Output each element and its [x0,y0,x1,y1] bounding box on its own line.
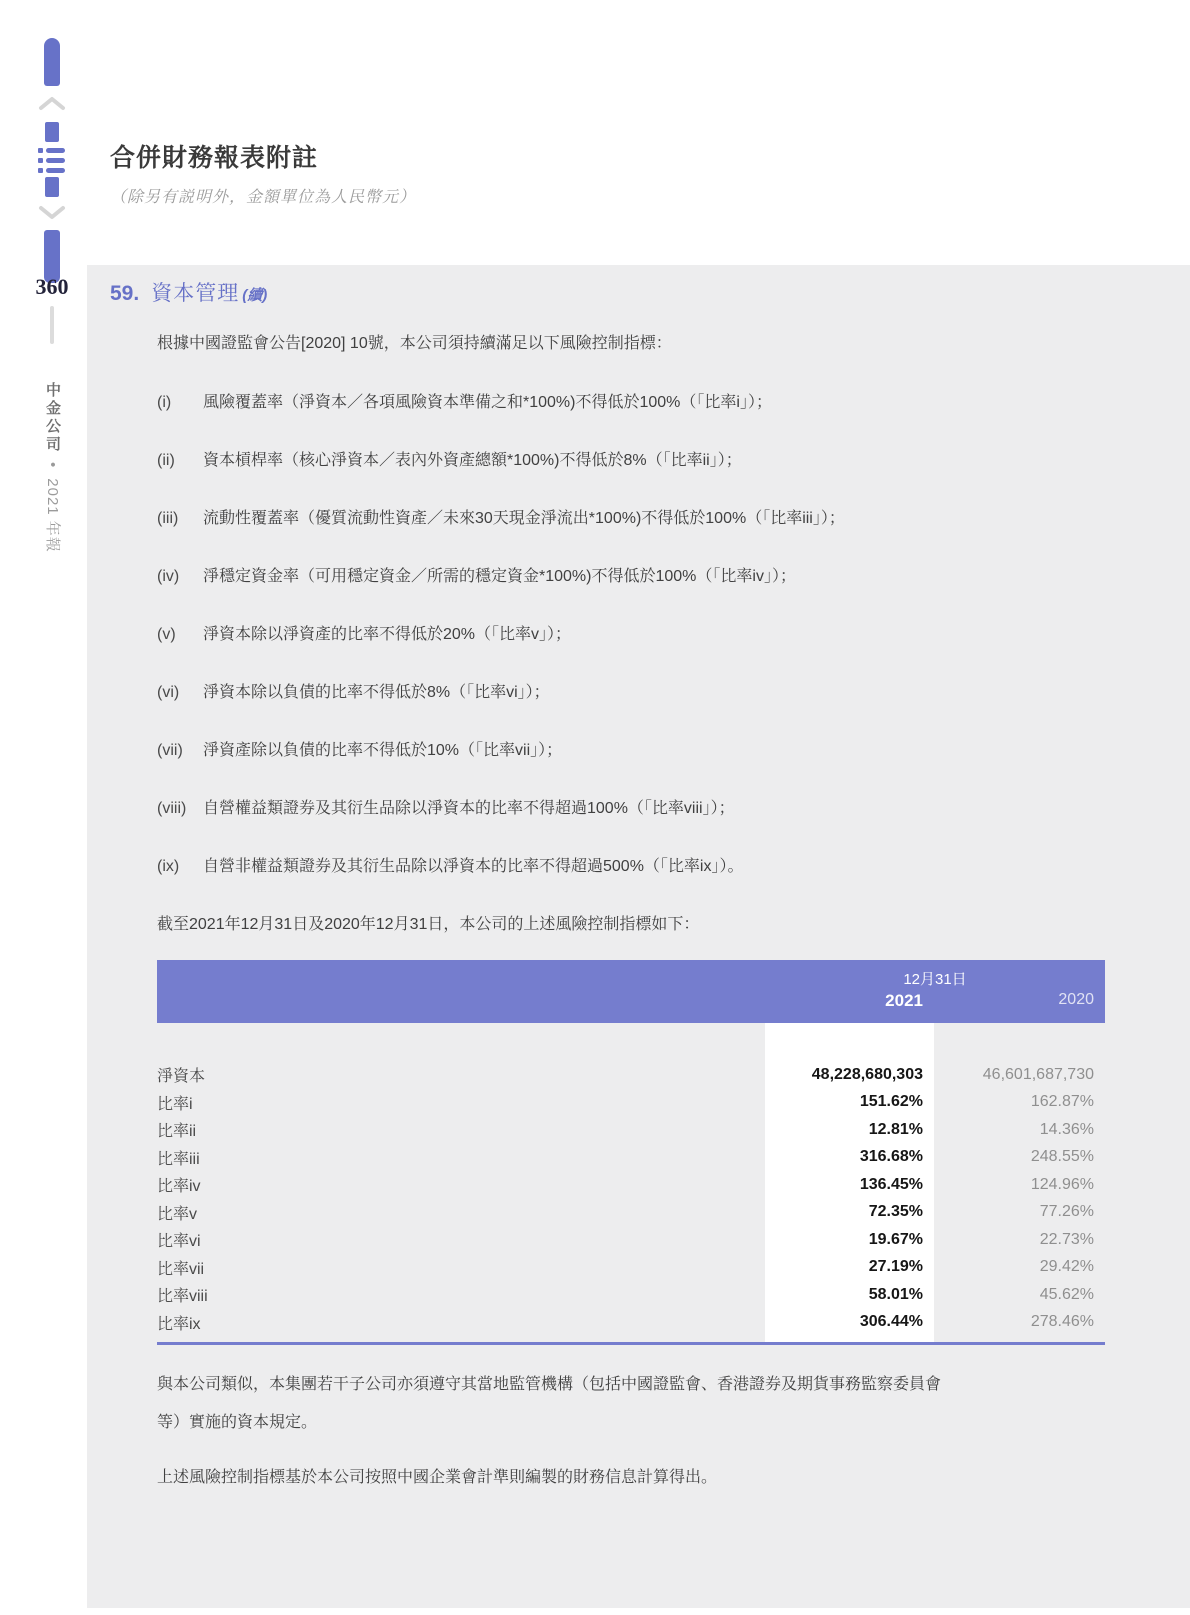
column-header-2020: 2020 [1058,991,1094,1008]
chevron-down-icon[interactable] [38,204,66,221]
list-item [157,392,1105,414]
toc-row [38,148,66,153]
table-body [157,1023,1105,1345]
list-item [157,798,1105,820]
list-item [157,856,1105,878]
section-title: 資本管理 [151,282,240,305]
list-item-text: 淨穩定資金率（可用穩定資金／所需的穩定資金*100%)不得低於100%（「比率iv」）； [203,568,796,585]
list-item [157,508,1105,530]
value-2020: 46,601,687,730 [982,1065,1094,1083]
row-label: 比率vii [157,1260,205,1278]
toc-row [38,168,66,173]
rail-top-bar [44,38,60,86]
document-header [110,138,416,207]
list-item-text: 風險覆蓋率（淨資本／各項風險資本準備之和*100%)不得低於100%（「比率i」）； [203,394,772,411]
vertical-spine-text [40,382,64,553]
value-2020: 162.87% [1030,1093,1094,1111]
list-item-label: (iii) [157,510,179,527]
row-label: 比率vi [157,1233,201,1251]
value-2021: 19.67% [868,1230,923,1248]
value-2021: 12.81% [868,1120,923,1138]
table-date-header: 12月31日 [903,971,967,988]
value-2020: 14.36% [1039,1120,1094,1138]
list-item-label: (v) [157,626,176,643]
row-label: 淨資本 [157,1068,206,1086]
value-2021: 72.35% [868,1203,923,1221]
row-label: 比率ii [157,1123,197,1141]
list-item-label: (vii) [157,742,183,759]
table-row [157,1144,1105,1172]
footer-paragraph-1 [157,1366,1105,1442]
table-row [157,1199,1105,1227]
list-item-text: 資本槓桿率（核心淨資本／表內外資產總額*100%)不得低於8%（「比率ii」）； [203,452,742,469]
list-item-text: 淨資本除以負債的比率不得低於8%（「比率vi」）； [203,684,550,701]
section-intro: 根據中國證監會公告[2020] 10號，本公司須持續滿足以下風險控制指標： [157,335,672,352]
report-year: 2021 年報 [44,478,61,553]
list-item-label: (ix) [157,858,180,875]
bullet-separator: • [44,462,61,471]
chevron-up-icon[interactable] [38,95,66,112]
list-item-text: 淨資本除以淨資產的比率不得低於20%（「比率v」）； [203,626,572,643]
value-2021: 316.68% [859,1148,923,1166]
section-continued-note: (續) [242,287,268,304]
document-title: 合併財務報表附註 [110,145,319,172]
table-row [157,1281,1105,1309]
document-subtitle: （除另有説明外，金額單位為人民幣元） [110,189,417,206]
footer-paragraph-1-line-2: 等）實施的資本規定。 [157,1414,318,1431]
risk-control-table [157,960,1105,1345]
footer-paragraph-1-line-1: 與本公司類似，本集團若干子公司亦須遵守其當地監管機構（包括中國證監會、香港證券及期貨事務監察委員會 [157,1376,942,1393]
list-item-text: 流動性覆蓋率（優質流動性資產／未來30天現金淨流出*100%)不得低於100%（「比率iii」）； [203,510,845,527]
value-2021: 151.62% [859,1093,923,1111]
value-2021: 306.44% [859,1313,923,1331]
list-item-text: 自營非權益類證券及其衍生品除以淨資本的比率不得超過500%（「比率ix」）。 [203,858,744,875]
list-item-text: 淨資產除以負債的比率不得低於10%（「比率vii」）； [203,742,563,759]
table-row [157,1309,1105,1337]
list-item-label: (i) [157,394,172,411]
value-2020: 248.55% [1030,1148,1094,1166]
table-intro: 截至2021年12月31日及2020年12月31日，本公司的上述風險控制指標如下： [157,916,700,933]
value-2021: 27.19% [868,1258,923,1276]
list-item-label: (iv) [157,568,180,585]
column-header-2021: 2021 [885,991,923,1010]
section-number: 59. [110,282,140,305]
table-row [157,1171,1105,1199]
value-2020: 278.46% [1030,1313,1094,1331]
table-row [157,1226,1105,1254]
list-item-label: (viii) [157,800,187,817]
table-row [157,1089,1105,1117]
toc-row [38,158,66,163]
value-2020: 22.73% [1039,1230,1094,1248]
list-item [157,682,1105,704]
row-label: 比率i [157,1095,193,1113]
list-item [157,450,1105,472]
value-2021: 48,228,680,303 [811,1065,923,1083]
rail-block-lower [45,177,59,197]
rail-tick [50,306,54,344]
table-row [157,1061,1105,1089]
footer-paragraph-2: 上述風險控制指標基於本公司按照中國企業會計準則編製的財務信息計算得出。 [157,1469,718,1486]
value-2021: 58.01% [868,1285,923,1303]
page-number: 360 [35,274,69,299]
brand-name: 中金公司 [44,382,61,454]
row-label: 比率viii [157,1288,208,1306]
row-label: 比率iii [157,1150,200,1168]
list-item [157,566,1105,588]
table-row [157,1116,1105,1144]
rail-block-upper [45,122,59,142]
list-item-label: (ii) [157,452,175,469]
list-item [157,624,1105,646]
value-2020: 124.96% [1030,1175,1094,1193]
value-2020: 77.26% [1039,1203,1094,1221]
row-label: 比率v [157,1205,198,1223]
ratio-requirement-list [157,392,1105,878]
table-row [157,1254,1105,1282]
content-panel [87,265,1190,1608]
section-heading [110,265,1105,311]
row-label: 比率ix [157,1315,201,1333]
value-2021: 136.45% [859,1175,923,1193]
row-label: 比率iv [157,1178,201,1196]
table-year-row [157,991,1105,1011]
list-item [157,740,1105,762]
toc-list-icon[interactable] [38,148,66,173]
list-item-label: (vi) [157,684,180,701]
value-2020: 29.42% [1039,1258,1094,1276]
value-2020: 45.62% [1039,1285,1094,1303]
list-item-text: 自營權益類證券及其衍生品除以淨資本的比率不得超過100%（「比率viii」）； [203,800,735,817]
table-header [157,960,1105,1023]
